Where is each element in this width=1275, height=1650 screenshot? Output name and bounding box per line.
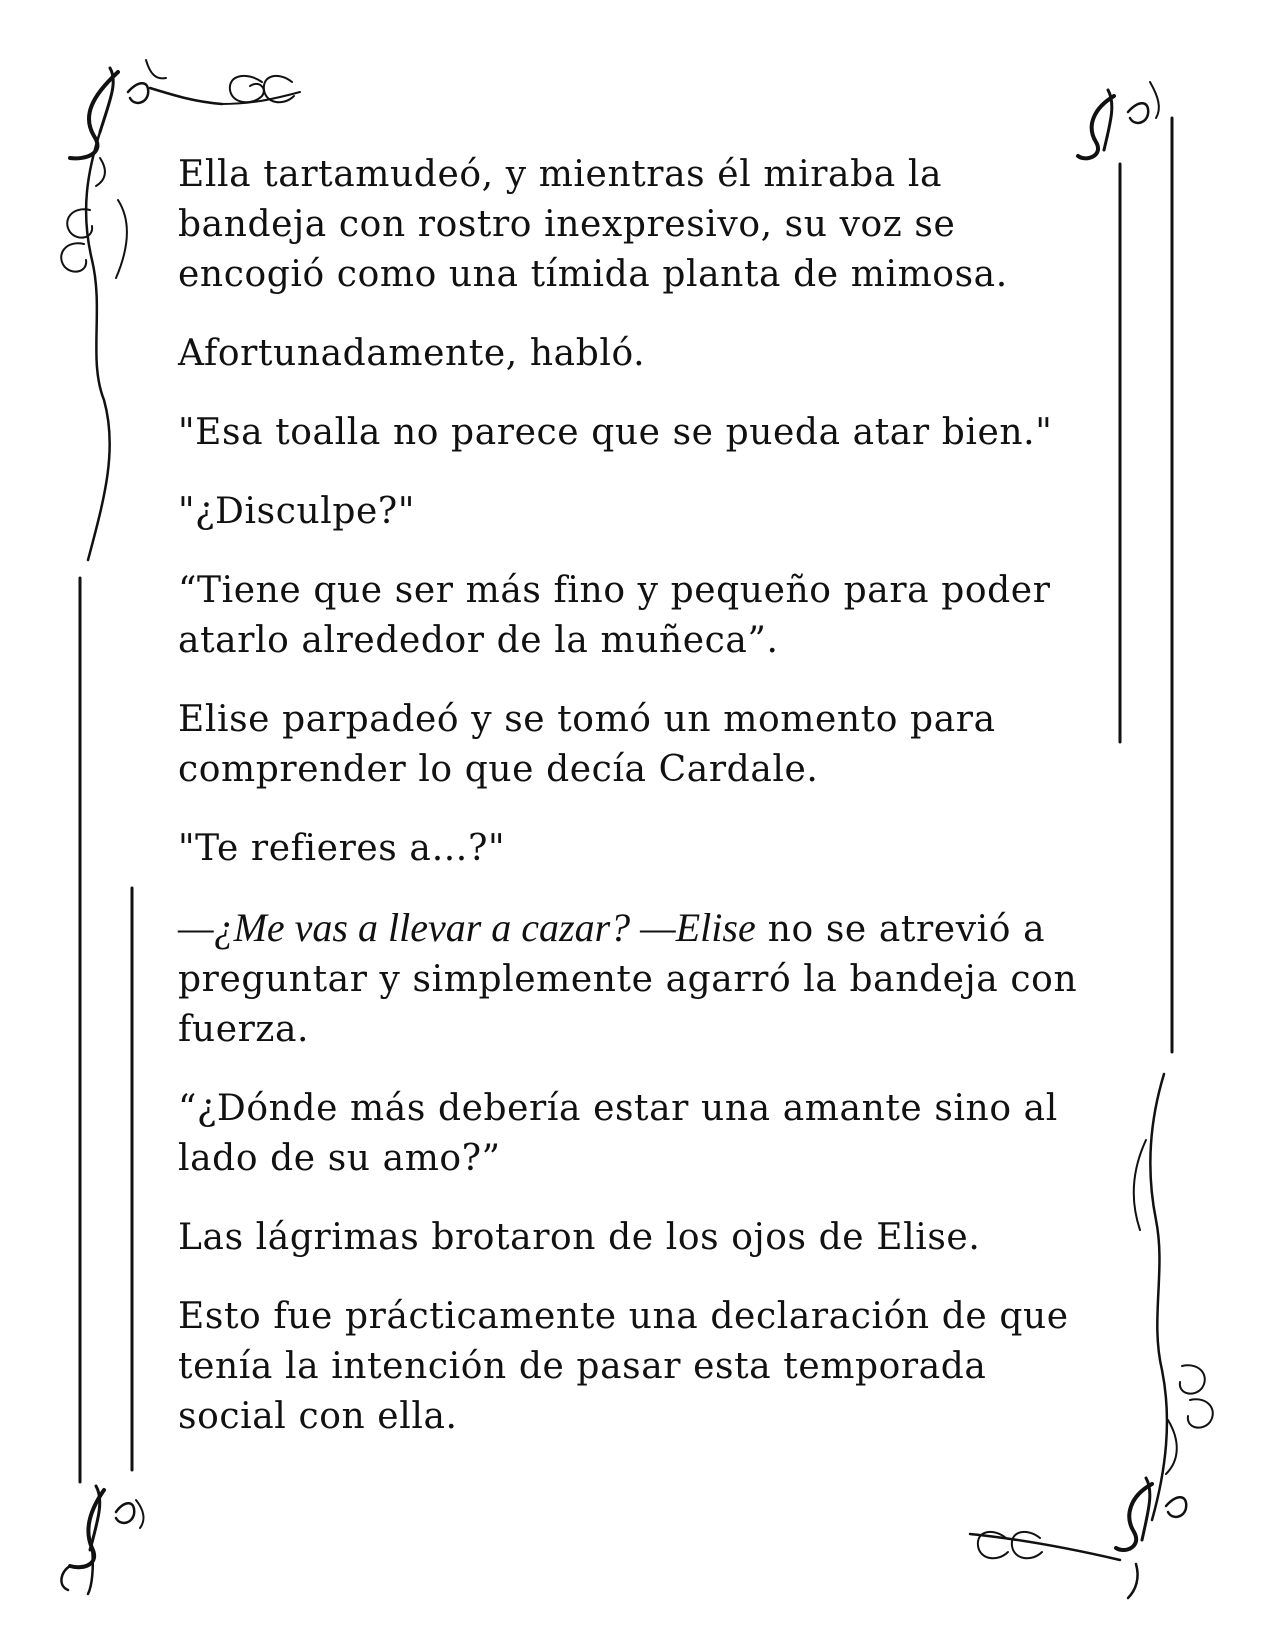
paragraph: "¿Disculpe?": [178, 491, 415, 532]
italic-dialogue: —¿Me vas a llevar a cazar? —Elise: [178, 905, 756, 950]
paragraph: “¿Dónde más debería estar una amante sino al lado de su amo?”: [178, 1088, 1058, 1179]
paragraph: Ella tartamudeó, y mientras él miraba la bandeja con rostro inexpresivo, su voz se encogió como una tímida planta de mimosa.: [178, 154, 1008, 295]
paragraph: “Tiene que ser más fino y pequeño para poder atarlo alrededor de la muñeca”.: [178, 570, 1051, 661]
top-right-flourish: [1078, 82, 1159, 158]
paragraph: Las lágrimas brotaron de los ojos de Elise.: [178, 1217, 981, 1258]
narration: no se atrevió a preguntar y simplemente agarró la bandeja con fuerza.: [178, 909, 1078, 1050]
paragraph: Elise parpadeó y se tomó un momento para comprender lo que decía Cardale.: [178, 699, 996, 790]
paragraph: "Te refieres a…?": [178, 828, 506, 869]
paragraph: Afortunadamente, habló.: [178, 333, 646, 374]
paragraph: "Esa toalla no parece que se pueda atar bien.": [178, 412, 1053, 453]
paragraph: Esto fue prácticamente una declaración de que tenía la intención de pasar esta temporada social con ella.: [178, 1296, 1069, 1437]
bottom-left-flourish: [61, 1486, 143, 1594]
story-text: [178, 150, 1098, 1471]
paragraph-with-italic-dialogue: [178, 903, 1098, 1055]
